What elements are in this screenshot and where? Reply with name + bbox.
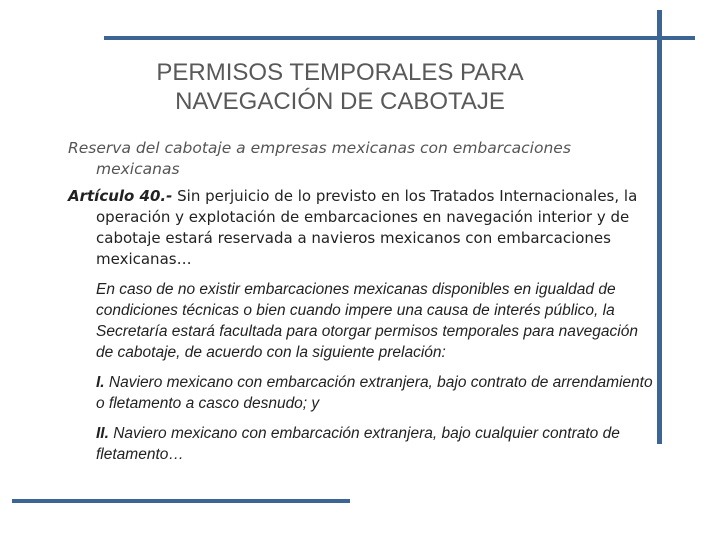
list-item-1-text: Naviero mexicano con embarcación extranjera, bajo contrato de arrendamiento o fletamento a casco desnudo; y [96, 374, 653, 412]
bottom-accent-bar [12, 499, 350, 503]
slide-title [100, 58, 580, 116]
list-item-2-text: Naviero mexicano con embarcación extranjera, bajo cualquier contrato de fletamento… [96, 425, 620, 463]
article-paragraph [68, 186, 653, 270]
title-line-1: PERMISOS TEMPORALES PARA [156, 59, 524, 86]
title-line-2: NAVEGACIÓN DE CABOTAJE [175, 88, 505, 115]
list-item-2-number: II. [96, 425, 109, 442]
section-heading: Reserva del cabotaje a empresas mexicanas con embarcaciones mexicanas [68, 139, 571, 178]
list-item-1 [96, 372, 653, 414]
slide-body [68, 138, 653, 474]
list-item-2 [96, 423, 653, 465]
top-accent-bar [104, 36, 695, 40]
article-text: Sin perjuicio de lo previsto en los Tratados Internacionales, la operación y explotación de embarcaciones en navegación interior y de cabotaje estará reservada a navieros mexicanos con embarcaciones mexicanas… [96, 187, 638, 268]
article-label: Artículo 40.- [68, 187, 173, 205]
body-paragraph: En caso de no existir embarcaciones mexicanas disponibles en igualdad de condiciones técnicas o bien cuando impere una causa de interés público, la Secretaría estará facultada para otorgar permisos temporales para navegación de cabotaje, de acuerdo con la siguiente prelación: [96, 281, 638, 361]
right-accent-bar [657, 10, 662, 444]
list-item-1-number: I. [96, 374, 105, 391]
